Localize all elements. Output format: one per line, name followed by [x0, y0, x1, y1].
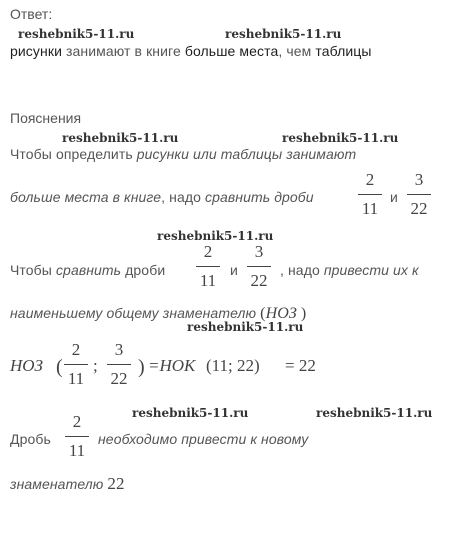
line2-italic-a: больше места в книге — [10, 189, 162, 205]
line2-plain: , надо — [161, 189, 202, 205]
equation-open-paren: ( — [56, 356, 63, 378]
line7-number: 22 — [107, 474, 125, 493]
fraction-numerator: 2 — [71, 340, 81, 359]
watermark: reshebnik5-11.ru — [282, 131, 399, 145]
line3-tail-italic: привести их к — [323, 262, 419, 278]
explanation-line-3 — [10, 262, 165, 278]
line3-italic: сравнить — [55, 262, 122, 278]
fraction-denominator: 11 — [361, 199, 379, 218]
explanation-heading: Пояснения — [10, 110, 82, 126]
fraction-denominator: 11 — [67, 369, 85, 388]
answer-word-than: , чем — [278, 43, 312, 59]
explanation-line-2 — [10, 189, 314, 205]
fraction-bar — [64, 364, 88, 365]
line3-plain-b: дроби — [125, 262, 166, 278]
watermark: reshebnik5-11.ru — [62, 131, 179, 145]
line7-italic: знаменателю — [10, 476, 104, 492]
equation-noz-label: НОЗ — [10, 356, 43, 375]
explanation-line-3-tail — [280, 262, 419, 278]
answer-heading: Ответ: — [10, 6, 53, 22]
fraction-denominator: 22 — [110, 369, 128, 388]
line4-noz: НОЗ — [265, 305, 297, 322]
fraction-numerator: 2 — [203, 242, 213, 261]
watermark: reshebnik5-11.ru — [225, 27, 342, 41]
fraction-bar — [107, 364, 131, 365]
fraction-bar — [247, 266, 271, 267]
fraction-numerator: 3 — [414, 170, 424, 189]
equation-args: (11; 22) — [206, 356, 260, 375]
explanation-line-1 — [10, 146, 356, 162]
line4-paren-close: ) — [300, 305, 307, 322]
line3-plain: Чтобы — [10, 262, 52, 278]
explanation-line-6-post: необходимо привести к новому — [98, 431, 309, 447]
answer-text — [10, 43, 372, 59]
watermark: reshebnik5-11.ru — [316, 406, 433, 420]
fraction-denominator: 22 — [250, 271, 268, 290]
watermark: reshebnik5-11.ru — [132, 406, 249, 420]
fraction-bar — [196, 266, 220, 267]
equation-close-paren: ) — [138, 356, 145, 378]
fraction-bar — [358, 194, 382, 195]
line1-plain: Чтобы определить — [10, 146, 133, 162]
line3-tail-plain: , надо — [280, 262, 320, 278]
and-word-a: и — [390, 189, 398, 205]
fraction-denominator: 22 — [410, 199, 428, 218]
and-word-b: и — [230, 262, 238, 278]
watermark: reshebnik5-11.ru — [157, 229, 274, 243]
line2-italic-b: сравнить дроби — [205, 189, 314, 205]
line1-italic: рисунки или таблицы занимают — [136, 146, 357, 162]
answer-word-take: занимают в книге — [65, 43, 181, 59]
fraction-denominator: 11 — [68, 441, 86, 460]
fraction-numerator: 3 — [254, 242, 264, 261]
answer-word-pictures: рисунки — [10, 43, 62, 59]
line4-paren-open: ( — [260, 305, 266, 322]
fraction-bar — [65, 436, 89, 437]
fraction-bar — [407, 194, 431, 195]
equation-result: = 22 — [285, 356, 316, 375]
fraction-denominator: 11 — [199, 271, 217, 290]
explanation-line-6-pre: Дробь — [10, 431, 51, 447]
equation-nok: =НОК — [148, 356, 196, 375]
equation-separator: ; — [93, 356, 98, 375]
watermark: reshebnik5-11.ru — [187, 320, 304, 334]
fraction-numerator: 2 — [72, 412, 82, 431]
answer-word-more-space: больше места — [184, 43, 279, 59]
watermark: reshebnik5-11.ru — [18, 27, 135, 41]
explanation-line-7 — [10, 474, 125, 494]
answer-word-tables: таблицы — [315, 43, 372, 59]
fraction-numerator: 2 — [365, 170, 375, 189]
line4-italic: наименьшему общему знаменателю — [10, 305, 257, 321]
fraction-numerator: 3 — [114, 340, 124, 359]
